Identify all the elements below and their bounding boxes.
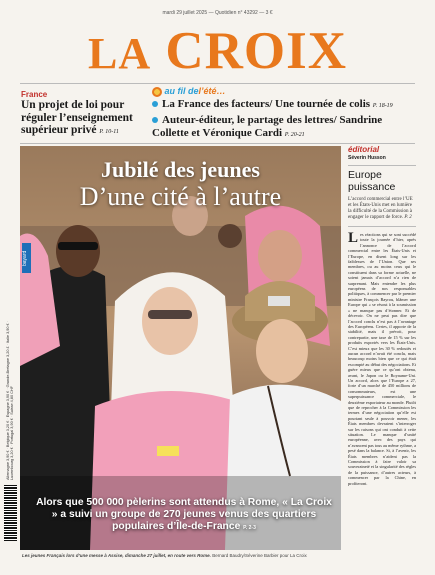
bullet-icon (152, 101, 158, 107)
editorial-title[interactable]: Europe puissance (348, 169, 396, 193)
newspaper-logo[interactable] (0, 22, 435, 83)
drop-cap: L (348, 232, 359, 246)
bullet-icon (152, 117, 158, 123)
teaser-summer-2[interactable] (152, 114, 417, 142)
editorial-kicker: éditorial (348, 145, 380, 154)
editorial-column (348, 145, 416, 562)
logo-la: LA (87, 29, 152, 78)
teaser-france[interactable] (21, 99, 145, 139)
page-ref: P. 18-19 (372, 102, 393, 109)
teaser-text: La France des facteurs/ Une tournée de colis (162, 97, 371, 110)
page-ref: P. 10-11 (99, 129, 119, 135)
divider (348, 165, 416, 166)
caption-text: Alors que 500 000 pèlerins sont attendus à Rome, « La Croix » a suivi un groupe de 270 jeunes venus des quartiers populaires d’Île-de-France (36, 497, 332, 532)
headline-kicker: Jubilé des jeunes (101, 157, 260, 182)
page-ref: P. 20-21 (284, 131, 305, 138)
divider (348, 226, 416, 227)
summer-kicker: au fil del’été… (152, 86, 417, 97)
teaser-title: Un projet de loi pour réguler l’enseignement supérieur privé (21, 99, 133, 136)
sun-icon (152, 87, 162, 97)
international-prices: Allemagne 3,90 € · Belgique 3,20 € · Espagne 3,90 € · Grande-Bretagne 3,20 £ · Italie 3,90 € · Luxembourg 3,20 € · Portugal 3,90 € · Suisse 4,80 CHF (6, 321, 14, 480)
headline-title: D’une cité à l’autre (79, 182, 282, 211)
barcode-icon (4, 485, 17, 541)
photo-caption (22, 553, 342, 558)
editorial-author: Séverin Husson (348, 155, 386, 161)
teaser-text: Auteur-éditeur, le partage des lettres/ Sandrine Collette et Véronique Cardi (152, 113, 383, 139)
page-ref: P. 2-3 (243, 525, 256, 531)
editorial-lead: L’accord commercial entre l’UE et les États-Unis met en lumière la difficulté de la Commission à engager le rapport de force. P. 2 (348, 197, 413, 220)
bayard-tab: bayard (22, 243, 31, 273)
teaser-summer-1[interactable] (152, 98, 417, 113)
main-story-caption[interactable] (34, 497, 334, 534)
editorial-body-text: es réactions qui se sont succédé toute la journée d’hier, après l’annonce de l’accord commercial entre les États-Unis et l’Europe, en disent long sur les faiblesses de l’Union. Que ses membres, ou au moins ceux qui le constituent dans sa forme actuelle, ne soient jamais d’accord n’a rien de surprenant. Mais entendre les plus européens de nos responsables politiques, à commencer par le premier ministre François Bayrou, blâmer une Europe qui « se résout à la soumission » ne manque pas d’étonner. Et de décevoir. On ne peut pas dire que l’accord conclu n’est pas à l’avantage des Européens. Certes, il apporte de la stabilité, mais il prévoit, pour contrepartie, une taxe de 15 % sur les produits exportés vers les États-Unis. C’est mieux que les 30 % redoutés et aucun accord n’avait été conclu, mais beaucoup moins bien que ce qui était escompté au début des négociations. Et guère mieux que ce qu’ont obtenu, avant, le Japon ou le Royaume-Uni. Un accord, alors que l’Europe a 27, forte d’un marché de 450 millions de consommateurs, est une superpuissance commerciale, le deuxième exportateur au monde. Plutôt que de reprocher à la Commission les termes d’une négociation qu’elle est pourtant seule à pouvoir mener, les États membres devraient s’interroger sur les raisons qui ont conduit à cette situation. Le manque d’unité européenne, avec des pays qui n’avancent pas tous au même rythme, a pesé dans la balance. Si, à l’avenir, les États membres n’aident pas la Commission à faire valoir sa souveraineté et la singularité des règles de la puissance, d’autres acteurs, à commencer par la Chine, en profiteront. (348, 232, 416, 486)
main-headline[interactable] (20, 158, 341, 212)
divider (20, 83, 415, 84)
section-kicker-france: France (21, 90, 48, 99)
photo-credit: Bernard Baudry/Séverine Barbier pour La Croix (212, 553, 307, 558)
divider (20, 143, 415, 144)
summer-teasers (152, 86, 417, 142)
editorial-body (348, 232, 416, 562)
logo-croix: CROIX (165, 22, 348, 80)
photo-caption-text: Les jeunes Français lors d’une messe à Assise, dimanche 27 juillet, en route vers Rome. (22, 553, 211, 558)
date-line: mardi 29 juillet 2025 — Quotidien n° 43292 — 3 € (162, 10, 273, 16)
